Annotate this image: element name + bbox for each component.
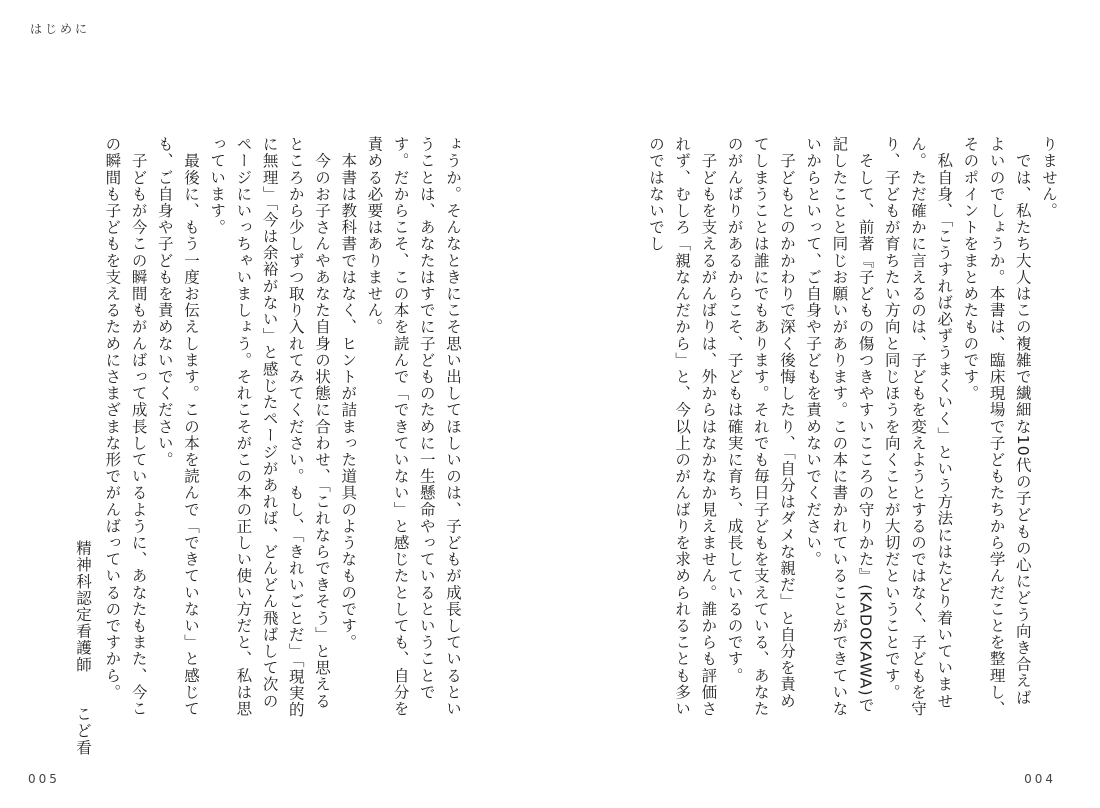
paragraph: 最後に、もう一度お伝えします。この本を読んで「できていない」と感じても、ご自身や子どもを責めないでください。 [155,136,200,717]
paragraph: 子どもが今この瞬間もがんばって成長しているように、あなたもまた、今この瞬間も子どもを支えるためにさまざまな形でがんばっているのですから。 [103,136,148,717]
paragraph: 私自身、「こうすれば必ずうまくいく」という方法にはたどり着いていません。ただ確かに言えるのは、子どもを変えようとするのではなく、子どもを守り、子どもが育ちたい方向と同じほうを向くことが大切だということです。 [882,136,954,717]
paragraph: では、私たち大人はこの複雑で繊細な10代の子どもの心にどう向き合えばよいのでしょうか。本書は、臨床現場で子どもたちから学んだことを整理し、そのポイントをまとめたものです。 [961,136,1032,717]
paragraph: ょうか。そんなときにこそ思い出してほしいのは、子どもが成長しているということは、あなたはすでに子どものために一生懸命やっているということです。だからこそ、この本を読んで「できていない」と感じたとしても、自分を責める必要はありません。 [365,136,462,717]
paragraph: りません。 [1040,136,1058,219]
left-page-body [103,136,466,720]
page-number-left: 005 [28,772,60,786]
right-page-body [632,136,1062,720]
paragraph: そして、前著『子どもの傷つきやすいこころの守りかた』(KADOKAWA)で記したことと同じお願いがあります。この本に書かれていることができていないからといって、ご自身や子どもを責めないでください。 [804,136,875,717]
paragraph: 本書は教科書ではなく、ヒントが詰まった道具のようなものです。 [339,136,358,651]
page-number-right: 004 [1024,772,1056,786]
paragraph: 今のお子さんやあなた自身の状態に合わせ、「これならできそう」と思えるところから少しずつ取り入れてみてください。もし、「きれいごとだ」「現実的に無理」「今は余裕がない」と感じたページがあれば、どんどん飛ばして次のページにいっちゃいましょう。それこそがこの本の正しい使い方だと、私は思っています。 [208,136,331,719]
author-signature: 精神科認定看護師 こど看 [74,540,92,756]
running-head: はじめに [30,22,91,36]
paragraph: 子どもを支えるがんばりは、外からはなかなか見えません。誰からも評価されず、むしろ「親なんだから」と、今以上のがんばりを求められることも多いのではないでし [646,136,718,717]
paragraph: 子どもとのかかわりで深く後悔したり、「自分はダメな親だ」と自分を責めてしまうことは誰にでもあります。それでも毎日子どもを支えている、あなたのがんばりがあるからこそ、子どもは確実に育ち、成長しているのです。 [725,136,796,717]
